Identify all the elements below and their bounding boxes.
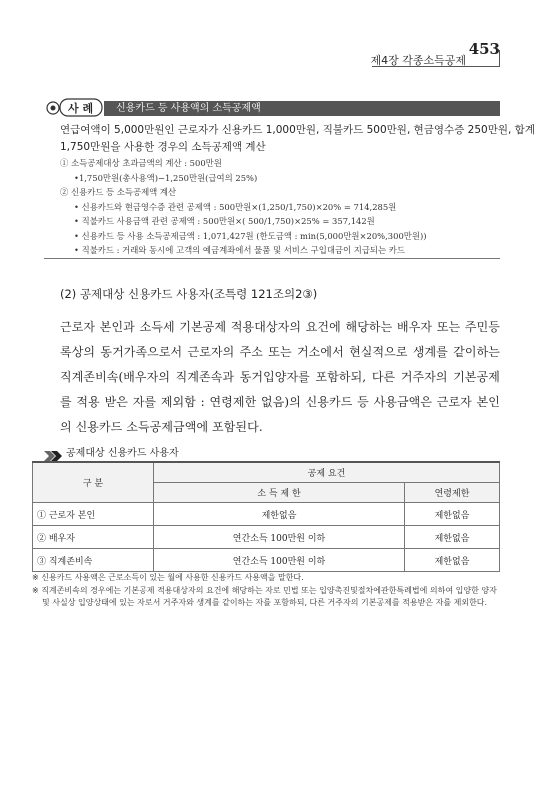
case-list-item: ① 소득공제대상 초과금액의 계산 : 500만원 xyxy=(60,158,222,168)
table-row xyxy=(33,503,500,526)
row-label: ② 배우자 xyxy=(33,526,154,549)
case-list-item: • 신용카드 등 사용 소득공제금액 : 1,071,427원 (한도금액 : min(5,000만원×20%,300만원)) xyxy=(74,230,427,241)
case-list-item: • 신용카드와 현금영수증 관련 공제액 : 500만원×(1,250/1,750)×20% = 714,285원 xyxy=(74,201,397,212)
row-age: 제한없음 xyxy=(405,549,500,572)
header-requirement: 공제 요건 xyxy=(154,462,500,483)
section-title: (2) 공제대상 신용카드 사용자(조특령 121조의2③) xyxy=(60,287,318,301)
case-divider xyxy=(44,258,500,259)
case-badge xyxy=(44,95,104,117)
table-row xyxy=(33,549,500,572)
case-list xyxy=(60,156,510,258)
row-label: ① 근로자 본인 xyxy=(33,503,154,526)
table-row xyxy=(33,526,500,549)
row-age: 제한없음 xyxy=(405,526,500,549)
header-rule-tick xyxy=(499,50,500,66)
case-list-item: • 직불카드 사용금액 관련 공제액 : 500만원×( 500/1,750)×25% = 357,142원 xyxy=(74,216,375,226)
chapter-title: 제4장 각종소득공제 xyxy=(370,54,466,67)
case-list-item: • 직불카드 : 거래와 동시에 고객의 예금계좌에서 물품 및 서비스 구입대금이 지급되는 카드 xyxy=(74,245,405,255)
case-list-item: ② 신용카드 등 소득공제액 계산 xyxy=(60,187,177,197)
case-intro-line1: 연급여액이 5,000만원인 근로자가 신용카드 1,000만원, 직불카드 500만원, 현금영수증 250만원, 합계 xyxy=(60,124,535,136)
case-list-item: •1,750만원(총사용액)−1,250만원(급여의 25%) xyxy=(74,172,258,183)
header-rule xyxy=(372,66,500,67)
page-number: 453 xyxy=(468,40,500,58)
row-label: ③ 직계존비속 xyxy=(33,549,154,572)
note-item: ※ 신용카드 사용액은 근로소득이 있는 월에 사용한 신용카드 사용액을 말한다. xyxy=(32,573,304,582)
eligible-users-table xyxy=(32,461,500,572)
table-title: 공제대상 신용카드 사용자 xyxy=(66,448,179,459)
row-income: 제한없음 xyxy=(154,503,405,526)
header-category: 구 분 xyxy=(33,462,154,503)
row-age: 제한없음 xyxy=(405,503,500,526)
case-badge-label: 사 례 xyxy=(68,102,94,115)
table-title-arrow-icon xyxy=(44,446,64,456)
case-intro xyxy=(60,122,535,156)
case-intro-line2: 1,750만원을 사용한 경우의 소득공제액 계산 xyxy=(60,141,266,153)
note-item: ※ 직계존비속의 경우에는 기본공제 적용대상자의 요건에 해당하는 자로 민법 또는 입양촉진및절차에관한특례법에 의하여 입양한 양자 및 사실상 입양상태에 있는 자로서 거주자와 생계를 같이하는 자를 포함하되, 다른 거주자의 기본공제를 적용받은 자를 제외한다. xyxy=(32,585,497,607)
row-income: 연간소득 100만원 이하 xyxy=(154,526,405,549)
table-notes xyxy=(32,572,502,610)
row-income: 연간소득 100만원 이하 xyxy=(154,549,405,572)
case-title: 신용카드 등 사용액의 소득공제액 xyxy=(104,101,500,116)
header-income-limit: 소 득 제 한 xyxy=(154,483,405,503)
section-body: 근로자 본인과 소득세 기본공제 적용대상자의 요건에 해당하는 배우자 또는 주민등록상의 동거가족으로서 근로자의 주소 또는 거소에서 현실적으로 생계를 같이하는 직계존비속(배우자의 직계존속과 동거입양자를 포함하되, 다른 거주자의 기본공제를 적용 받은 자를 제외함 : 연령제한 없음)의 신용카드 등 사용금액은 근로자 본인의 신용카드 소득공제금액에 포함된다. xyxy=(60,320,500,434)
header-age-limit: 연령제한 xyxy=(405,483,500,503)
